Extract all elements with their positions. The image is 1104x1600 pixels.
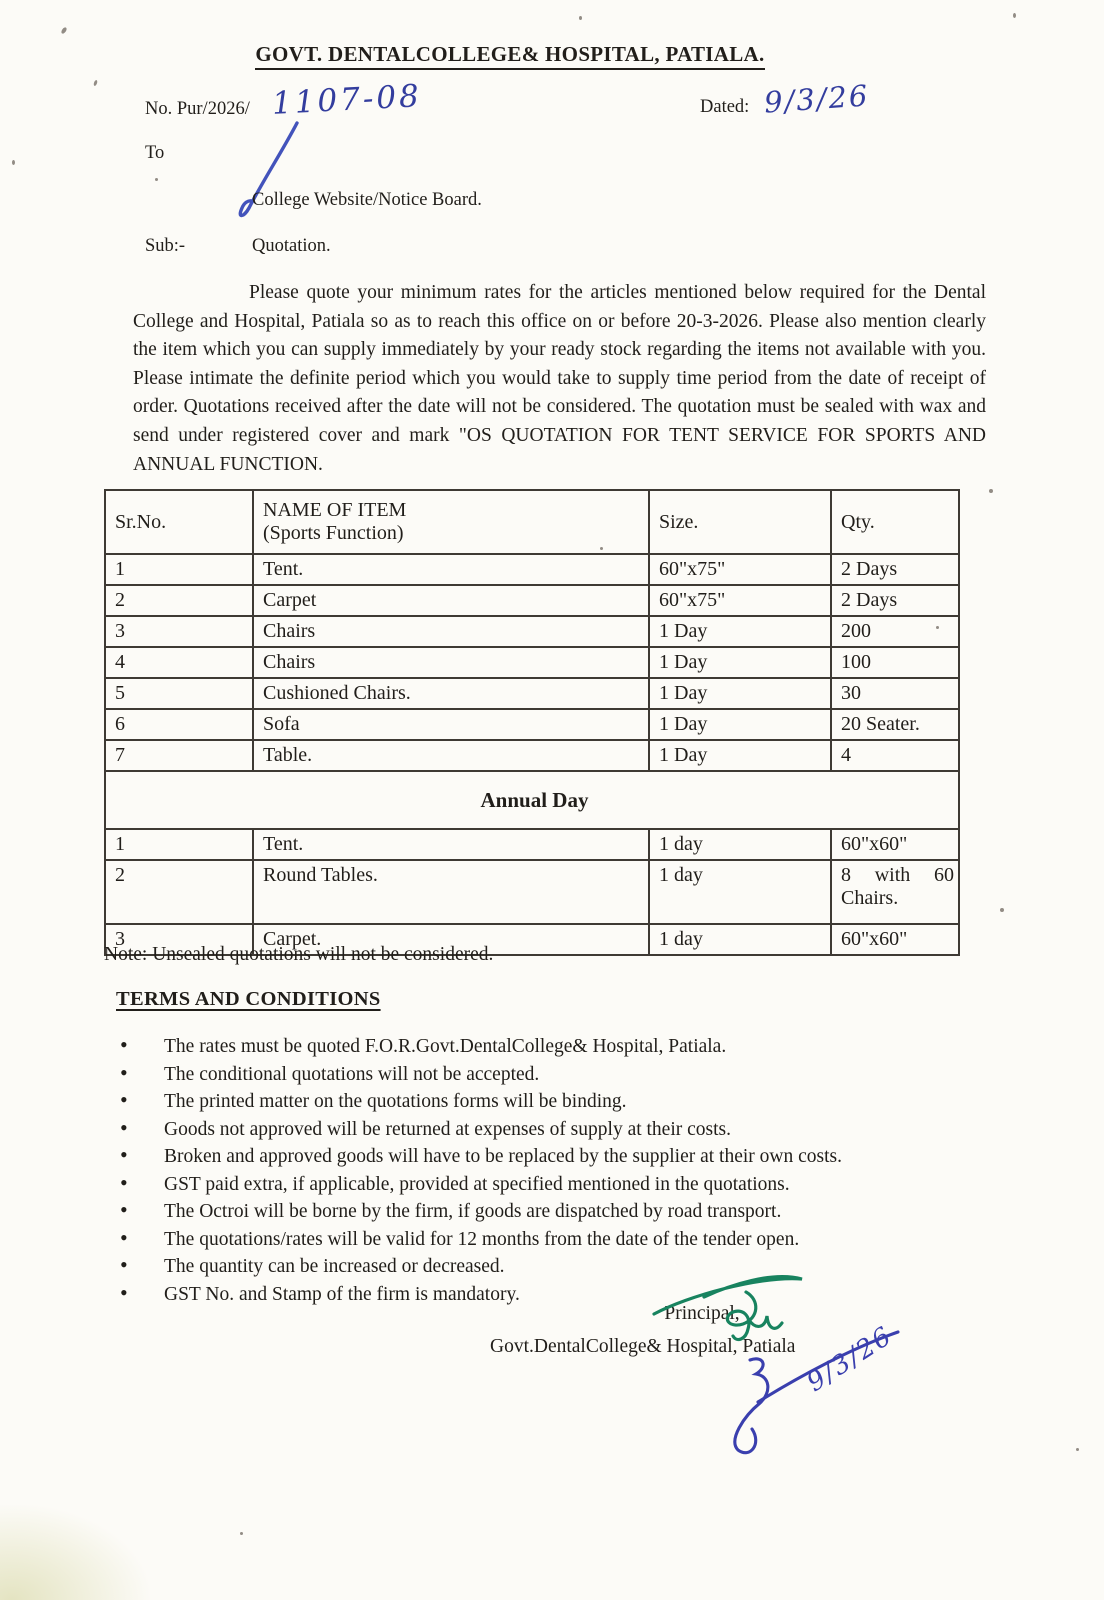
col-header-qty: Qty. [831,490,959,554]
cell-qty: 30 [831,678,959,709]
cell-name: Table. [253,740,649,771]
terms-item: • GST paid extra, if applicable, provided at specified mentioned in the quotations. [112,1174,996,1196]
cell-size: 1 Day [649,616,831,647]
cell-size: 1 day [649,924,831,955]
cell-qty: 60"x60" [831,924,959,955]
table-row [105,647,959,678]
recipient-line: College Website/Notice Board. [252,190,482,210]
cell-sr: 2 [105,585,253,616]
terms-item: • The rates must be quoted F.O.R.Govt.DentalCollege& Hospital, Patiala. [112,1036,996,1058]
page-title: GOVT. DENTALCOLLEGE& HOSPITAL, PATIALA. [255,42,764,70]
cell-sr: 2 [105,860,253,924]
cell-size: 1 Day [649,709,831,740]
cell-sr: 1 [105,554,253,585]
cell-size: 60"x75" [649,554,831,585]
terms-item: • Goods not approved will be returned at expenses of supply at their costs. [112,1119,996,1141]
terms-item: • Broken and approved goods will have to be replaced by the supplier at their own costs. [112,1146,996,1168]
body-paragraph: Please quote your minimum rates for the articles mentioned below required for the Dental College and Hospital, Patiala so as to reach this office on or before 20-3-2026. Please also mention clearly the item which you can supply immediately by your ready stock regarding the items not available with you. Please intimate the definite period which you would take to supply time period from the date of receipt of order. Quotations received after the date will not be considered. The quotation must be sealed with wax and send under registered cover and mark "OS QUOTATION FOR TENT SERVICE FOR SPORTS AND ANNUAL FUNCTION. [133,282,986,475]
cell-name: Round Tables. [253,860,649,924]
cell-qty: 60"x60" [831,829,959,860]
table-row [105,554,959,585]
cell-qty: 2 Days [831,554,959,585]
terms-item: • The quantity can be increased or decreased. [112,1256,996,1278]
reference-number-handwritten: 1107-08 [271,78,423,122]
cell-size: 1 Day [649,647,831,678]
to-label: To [145,143,165,163]
col-header-name-line2: (Sports Function) [263,522,404,544]
terms-list [112,1036,996,1311]
signatory-organization: Govt.DentalCollege& Hospital, Patiala [490,1336,796,1357]
date-label: Dated: [700,97,750,117]
terms-item: • The conditional quotations will not be accepted. [112,1064,996,1086]
cell-qty [831,860,959,924]
cell-size: 60"x75" [649,585,831,616]
signature-date-handwritten: 9/3/26 [801,1320,899,1398]
terms-item: • The printed matter on the quotations forms will be binding. [112,1091,996,1113]
cell-sr: 5 [105,678,253,709]
cell-sr: 3 [105,924,253,955]
secondary-signature-scribble [700,1328,930,1473]
table-row [105,829,959,860]
cell-name: Cushioned Chairs. [253,678,649,709]
reference-number-label: No. Pur/2026/ [145,99,250,119]
cell-qty: 200 [831,616,959,647]
terms-item: • The quotations/rates will be valid for 12 months from the date of the tender open. [112,1229,996,1251]
cell-qty: 4 [831,740,959,771]
cell-size: 1 day [649,860,831,924]
terms-item: • The Octroi will be borne by the firm, if goods are dispatched by road transport. [112,1201,996,1223]
document-header [0,42,1020,70]
quotation-table [104,489,960,956]
signatory-title: Principal, [664,1303,740,1324]
table-row [105,860,959,924]
cell-sr: 3 [105,616,253,647]
table-row [105,585,959,616]
annual-day-heading: Annual Day [105,771,959,829]
cell-name: Carpet [253,585,649,616]
cell-qty: 2 Days [831,585,959,616]
table-header-row [105,490,959,554]
cell-sr: 7 [105,740,253,771]
table-row [105,678,959,709]
cell-name: Carpet. [253,924,649,955]
cell-qty-text: 8 with 60 Chairs. [841,864,954,909]
table-note: Note: Unsealed quotations will not be considered. [104,944,494,965]
table-row [105,616,959,647]
subject-label: Sub:- [145,236,186,256]
date-handwritten: 9/3/26 [762,78,871,120]
col-header-size: Size. [649,490,831,554]
cell-sr: 1 [105,829,253,860]
cell-name: Sofa [253,709,649,740]
terms-item: • GST No. and Stamp of the firm is mandatory. [112,1284,996,1306]
subject-value: Quotation. [252,236,331,256]
cell-sr: 6 [105,709,253,740]
col-header-srno: Sr.No. [105,490,253,554]
cell-qty: 20 Seater. [831,709,959,740]
col-header-name-line1: NAME OF ITEM [263,499,407,521]
cell-name: Chairs [253,647,649,678]
cell-name: Chairs [253,616,649,647]
table-row [105,740,959,771]
col-header-name [253,490,649,554]
cell-size: 1 day [649,829,831,860]
cell-name: Tent. [253,829,649,860]
cell-size: 1 Day [649,678,831,709]
cell-qty: 100 [831,647,959,678]
table-row [105,709,959,740]
cell-name: Tent. [253,554,649,585]
cell-size: 1 Day [649,740,831,771]
terms-heading: TERMS AND CONDITIONS [116,988,381,1010]
annual-day-section-row [105,771,959,829]
cell-sr: 4 [105,647,253,678]
